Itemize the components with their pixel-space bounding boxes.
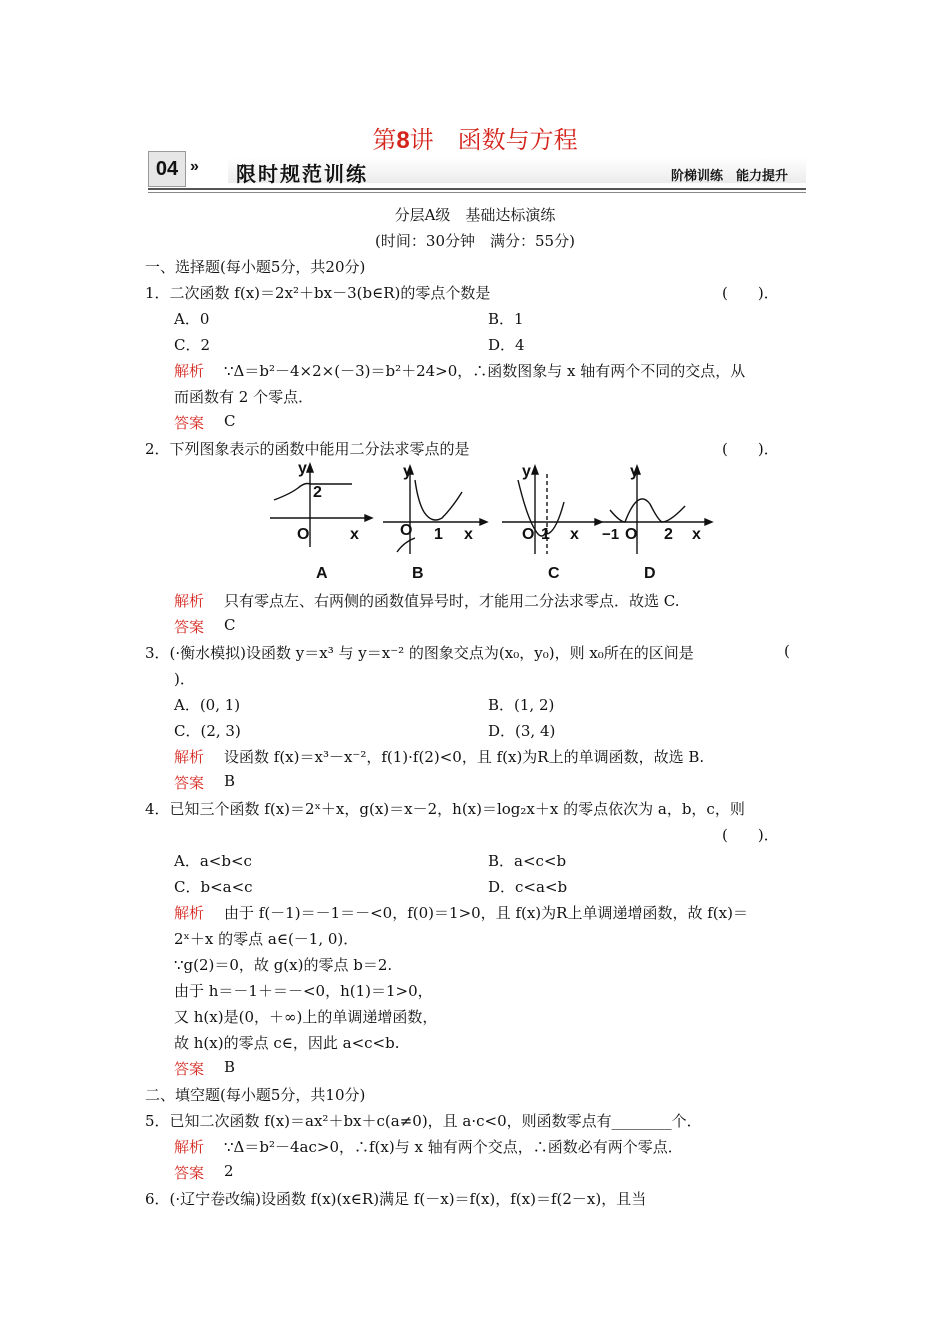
graph-d-y-label: y [630,463,639,480]
banner-rule [148,188,806,190]
banner-subtitle: 阶梯训练 能力提升 [670,169,788,184]
page-title: 第8讲 函数与方程 [372,126,578,154]
graph-d-origin: O [625,526,638,543]
question-1-analysis-label: 解析 [174,362,205,380]
question-2-analysis: 只有零点左、右两侧的函数值异号时，才能用二分法求零点．故选 C. [224,592,680,610]
question-4-option-a: A．a<b<c [174,852,252,870]
graph-a-y-arrow [307,464,313,472]
question-3-option-b: B．(1, 2) [488,696,555,714]
graph-label-b: B [412,565,424,582]
question-3-answer-label: 答案 [174,774,205,792]
question-4-option-d: D．c<a<b [488,878,568,896]
level-heading: 分层A级 基础达标演练 [394,206,556,224]
question-5-answer-label: 答案 [174,1164,205,1182]
graph-b-curve-upper [415,480,462,520]
question-4-option-c: C．b<a<c [174,878,253,896]
graph-label-d: D [644,565,656,582]
question-1-analysis: ∵Δ＝b²－4×2×(－3)＝b²＋24>0，∴函数图象与 x 轴有两个不同的交点，从 [224,362,746,380]
question-4-analysis-label: 解析 [174,904,205,922]
graph-d-neg-one: −1 [602,526,620,543]
question-4-analysis-3: ∵g(2)＝0，故 g(x)的零点 b＝2. [174,956,393,974]
question-2-answer-label: 答案 [174,618,205,636]
section-heading-choice: 一、选择题(每小题5分，共20分) [145,258,366,276]
question-4-analysis-2: 2ˣ＋x 的零点 a∈(－1, 0)． [174,930,359,948]
question-2-analysis-label: 解析 [174,592,205,610]
graph-b-y-label: y [403,463,412,480]
question-1-option-b: B．1 [488,310,524,328]
banner-rule-thin [148,192,806,193]
question-5-analysis-label: 解析 [174,1138,205,1156]
graph-d-x-arrow [705,519,712,525]
question-5-stem: 5．已知二次函数 f(x)＝ax²＋bx＋c(a≠0)，且 a·c<0，则函数零点有________个． [145,1112,702,1130]
question-4-analysis-1: 由于 f(－1)＝－1＝－<0，f(0)＝1>0，且 f(x)为R上单调递增函数，故 f(x)＝ [224,904,748,922]
question-5-analysis: ∵Δ＝b²－4ac>0，∴f(x)与 x 轴有两个交点，∴函数必有两个零点． [224,1138,683,1156]
graph-c-one: 1 [541,526,550,543]
question-4-answer-label: 答案 [174,1060,205,1078]
graph-d-x-label: x [692,526,701,543]
question-4-analysis-6: 故 h(x)的零点 c∈，因此 a<c<b. [174,1034,400,1052]
graph-c [502,466,602,554]
question-3-analysis: 设函数 f(x)＝x³－x⁻²，f(1)·f(2)<0，且 f(x)为R上的单调函数，故选 B. [224,748,705,766]
banner-title: 限时规范训练 [236,162,368,186]
question-3-option-c: C．(2, 3) [174,722,241,740]
question-4-analysis-4: 由于 h＝－1＋＝－<0，h(1)＝1>0， [174,982,433,1000]
section-banner [148,151,806,193]
time-limit: (时间：30分钟 满分：55分) [375,232,575,250]
question-1-answer: C [224,412,236,430]
graph-b-x-label: x [464,526,473,543]
graph-a-two: 2 [313,484,322,501]
graph-a-x-label: x [350,526,359,543]
graph-label-a: A [316,565,328,582]
graph-b-one: 1 [434,526,443,543]
question-1-option-c: C．2 [174,336,211,354]
graph-b-curve-lower [397,538,415,552]
question-1-option-d: D．4 [488,336,525,354]
question-5-answer: 2 [224,1162,234,1180]
question-1-analysis-cont: 而函数有 2 个零点． [174,388,314,406]
graph-c-origin: O [522,526,535,543]
question-3-option-a: A．(0, 1) [174,696,241,714]
question-3-stem: 3．(·衡水模拟)设函数 y＝x³ 与 y＝x⁻² 的图象交点为(x₀，y₀)，则 x₀所在的区间是 [145,644,694,662]
graph-b-origin: O [400,522,413,539]
graph-d-curve [610,499,685,522]
graph-c-y-arrow [532,466,538,474]
question-4-option-b: B．a<c<b [488,852,567,870]
section-heading-fill: 二、填空题(每小题5分，共10分) [145,1086,366,1104]
question-2-stem: 2．下列图象表示的函数中能用二分法求零点的是 [145,440,470,458]
graph-c-y-label: y [522,463,531,480]
question-3-paren-close: )． [174,670,195,688]
question-3-paren-open: ( [784,642,790,660]
question-4-paren: ( )． [722,826,779,844]
graph-c-x-label: x [570,526,579,543]
graph-a-origin: O [297,526,310,543]
question-1-option-a: A．0 [174,310,210,328]
graph-d-two: 2 [664,526,673,543]
graph-b-x-arrow [480,519,487,525]
question-6-stem: 6．(·辽宁卷改编)设函数 f(x)(x∈R)满足 f(－x)＝f(x)，f(x)＝f(2－x)，且当 [145,1190,647,1208]
question-1-paren: ( )． [722,284,779,302]
question-3-answer: B [224,772,236,790]
graph-label-c: C [548,565,560,582]
question-1-stem: 1．二次函数 f(x)＝2x²＋bx－3(b∈R)的零点个数是 [145,284,491,302]
question-4-answer: B [224,1058,236,1076]
question-4-stem: 4．已知三个函数 f(x)＝2ˣ＋x，g(x)＝x－2，h(x)＝log₂x＋x 的零点依次为 a，b，c，则 [145,800,745,818]
question-3-analysis-label: 解析 [174,748,205,766]
banner-arrows-icon: » [190,158,199,175]
graph-a-y-label: y [298,462,307,477]
question-1-answer-label: 答案 [174,414,205,432]
question-2-graphs [260,462,720,587]
question-3-option-d: D．(3, 4) [488,722,556,740]
question-2-paren: ( )． [722,440,779,458]
graph-a-x-arrow [365,515,372,521]
question-2-answer: C [224,616,236,634]
question-4-analysis-5: 又 h(x)是(0，＋∞)上的单调递增函数， [174,1008,438,1026]
banner-number: 04 [148,151,186,187]
